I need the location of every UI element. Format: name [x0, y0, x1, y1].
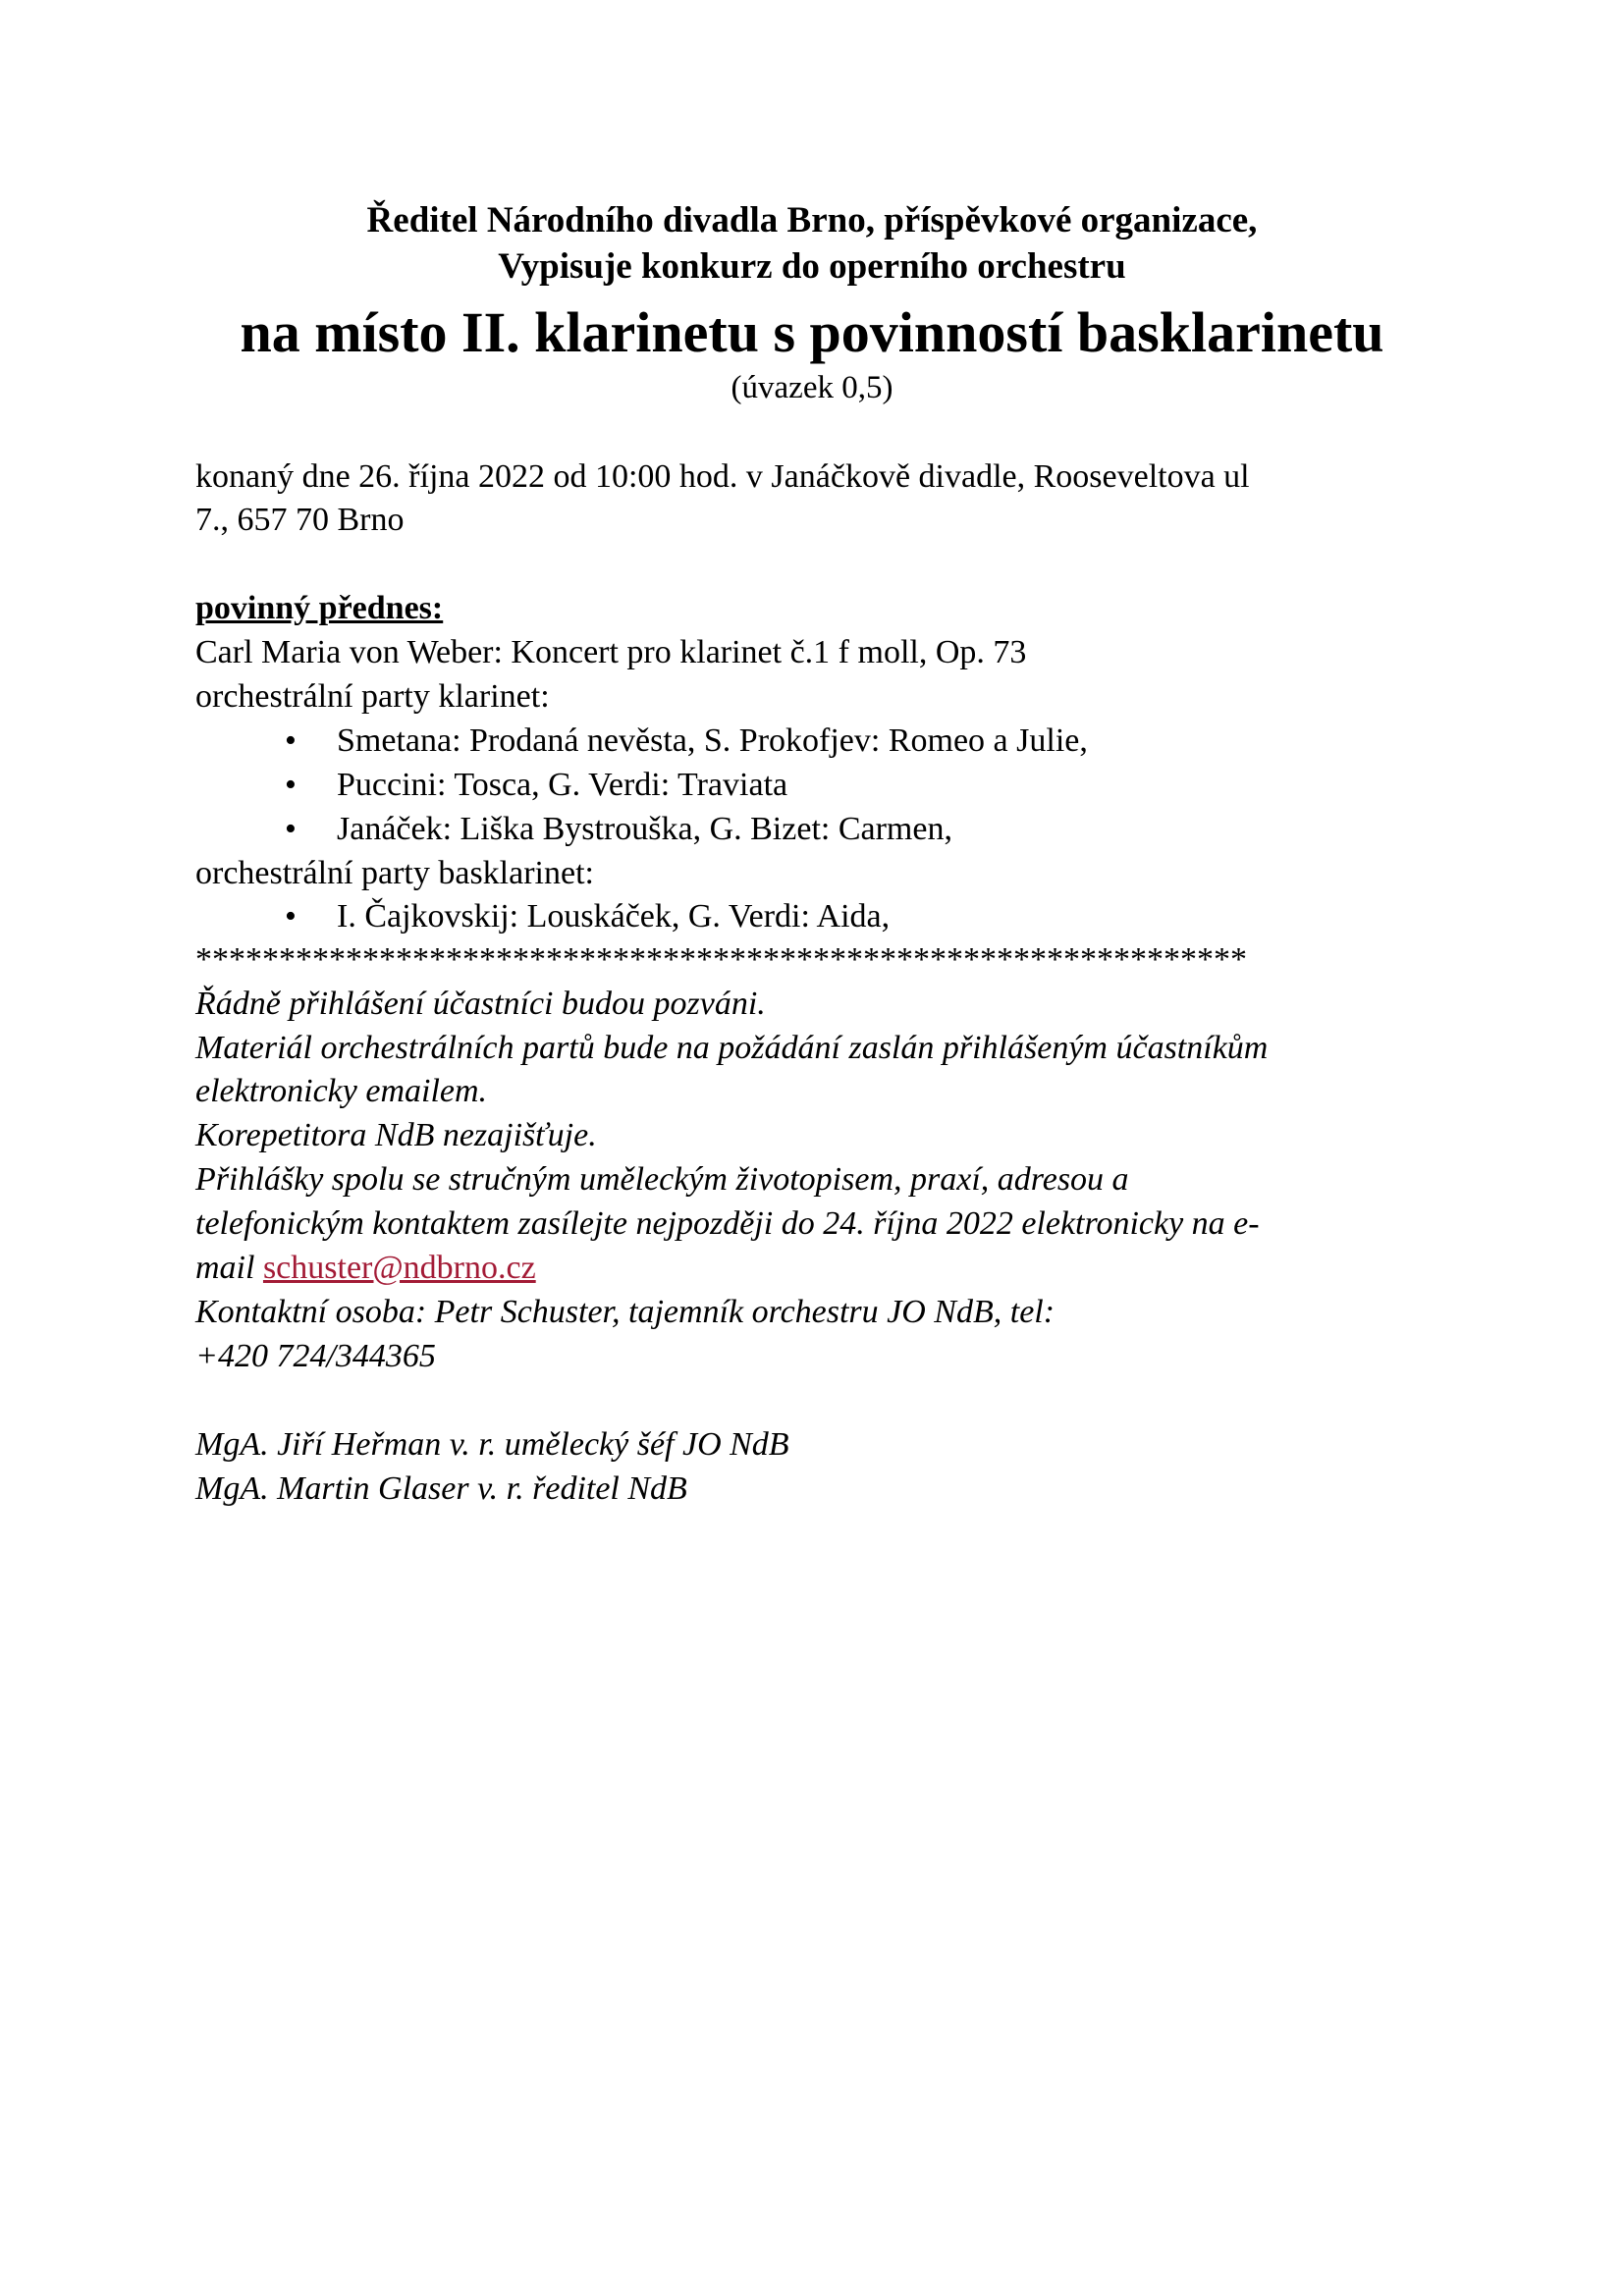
- bullet-icon: •: [285, 811, 297, 847]
- repertoire-label: povinný přednes:: [195, 590, 444, 626]
- separator-line: ***************************************************************: [195, 941, 1247, 978]
- clarinet-parts-heading: orchestrální party klarinet:: [195, 678, 550, 715]
- info-line-email: [195, 1247, 536, 1290]
- signature-director: MgA. Martin Glaser v. r. ředitel NdB: [195, 1470, 687, 1507]
- venue-line-1: konaný dne 26. října 2022 od 10:00 hod. v Janáčkově divadle, Rooseveltova ul: [195, 458, 1250, 495]
- repertoire-concerto: Carl Maria von Weber: Koncert pro klarinet č.1 f moll, Op. 73: [195, 634, 1027, 670]
- info-line-applications: Přihlášky spolu se stručným uměleckým životopisem, praxí, adresou a: [195, 1161, 1129, 1198]
- info-line-repetiteur: Korepetitora NdB nezajišťuje.: [195, 1117, 597, 1153]
- email-prefix: mail: [195, 1250, 263, 1286]
- bass-clarinet-parts-heading: orchestrální party basklarinet:: [195, 855, 594, 891]
- heading-organization: Ředitel Národního divadla Brno, příspěvkové organizace,: [366, 200, 1258, 240]
- bullet-icon: •: [285, 898, 297, 934]
- clarinet-part-item: Smetana: Prodaná nevěsta, S. Prokofjev: Romeo a Julie,: [337, 722, 1088, 759]
- heading-announcement: Vypisuje konkurz do operního orchestru: [498, 246, 1126, 287]
- signature-artistic-director: MgA. Jiří Heřman v. r. umělecký šéf JO NdB: [195, 1426, 789, 1463]
- info-line-material: Materiál orchestrálních partů bude na požádání zaslán přihlášeným účastníkům: [195, 1030, 1269, 1066]
- clarinet-part-item: Puccini: Tosca, G. Verdi: Traviata: [337, 767, 788, 803]
- info-line-contact: Kontaktní osoba: Petr Schuster, tajemník orchestru JO NdB, tel:: [195, 1294, 1056, 1330]
- clarinet-part-item: Janáček: Liška Bystrouška, G. Bizet: Carmen,: [337, 811, 952, 847]
- info-line-material-cont: elektronicky emailem.: [195, 1073, 488, 1109]
- info-line-deadline: telefonickým kontaktem zasílejte nejpozději do 24. října 2022 elektronicky na e-: [195, 1205, 1260, 1242]
- bullet-icon: •: [285, 767, 297, 803]
- email-link[interactable]: schuster@ndbrno.cz: [262, 1250, 536, 1286]
- bass-clarinet-part-item: I. Čajkovskij: Louskáček, G. Verdi: Aida,: [337, 898, 891, 934]
- heading-workload: (úvazek 0,5): [731, 370, 893, 405]
- heading-position: na místo II. klarinetu s povinností basklarinetu: [240, 300, 1384, 364]
- venue-line-2: 7., 657 70 Brno: [195, 502, 405, 538]
- info-line-phone: +420 724/344365: [195, 1338, 436, 1374]
- bullet-icon: •: [285, 722, 297, 759]
- info-line-invited: Řádně přihlášení účastníci budou pozváni.: [195, 986, 766, 1022]
